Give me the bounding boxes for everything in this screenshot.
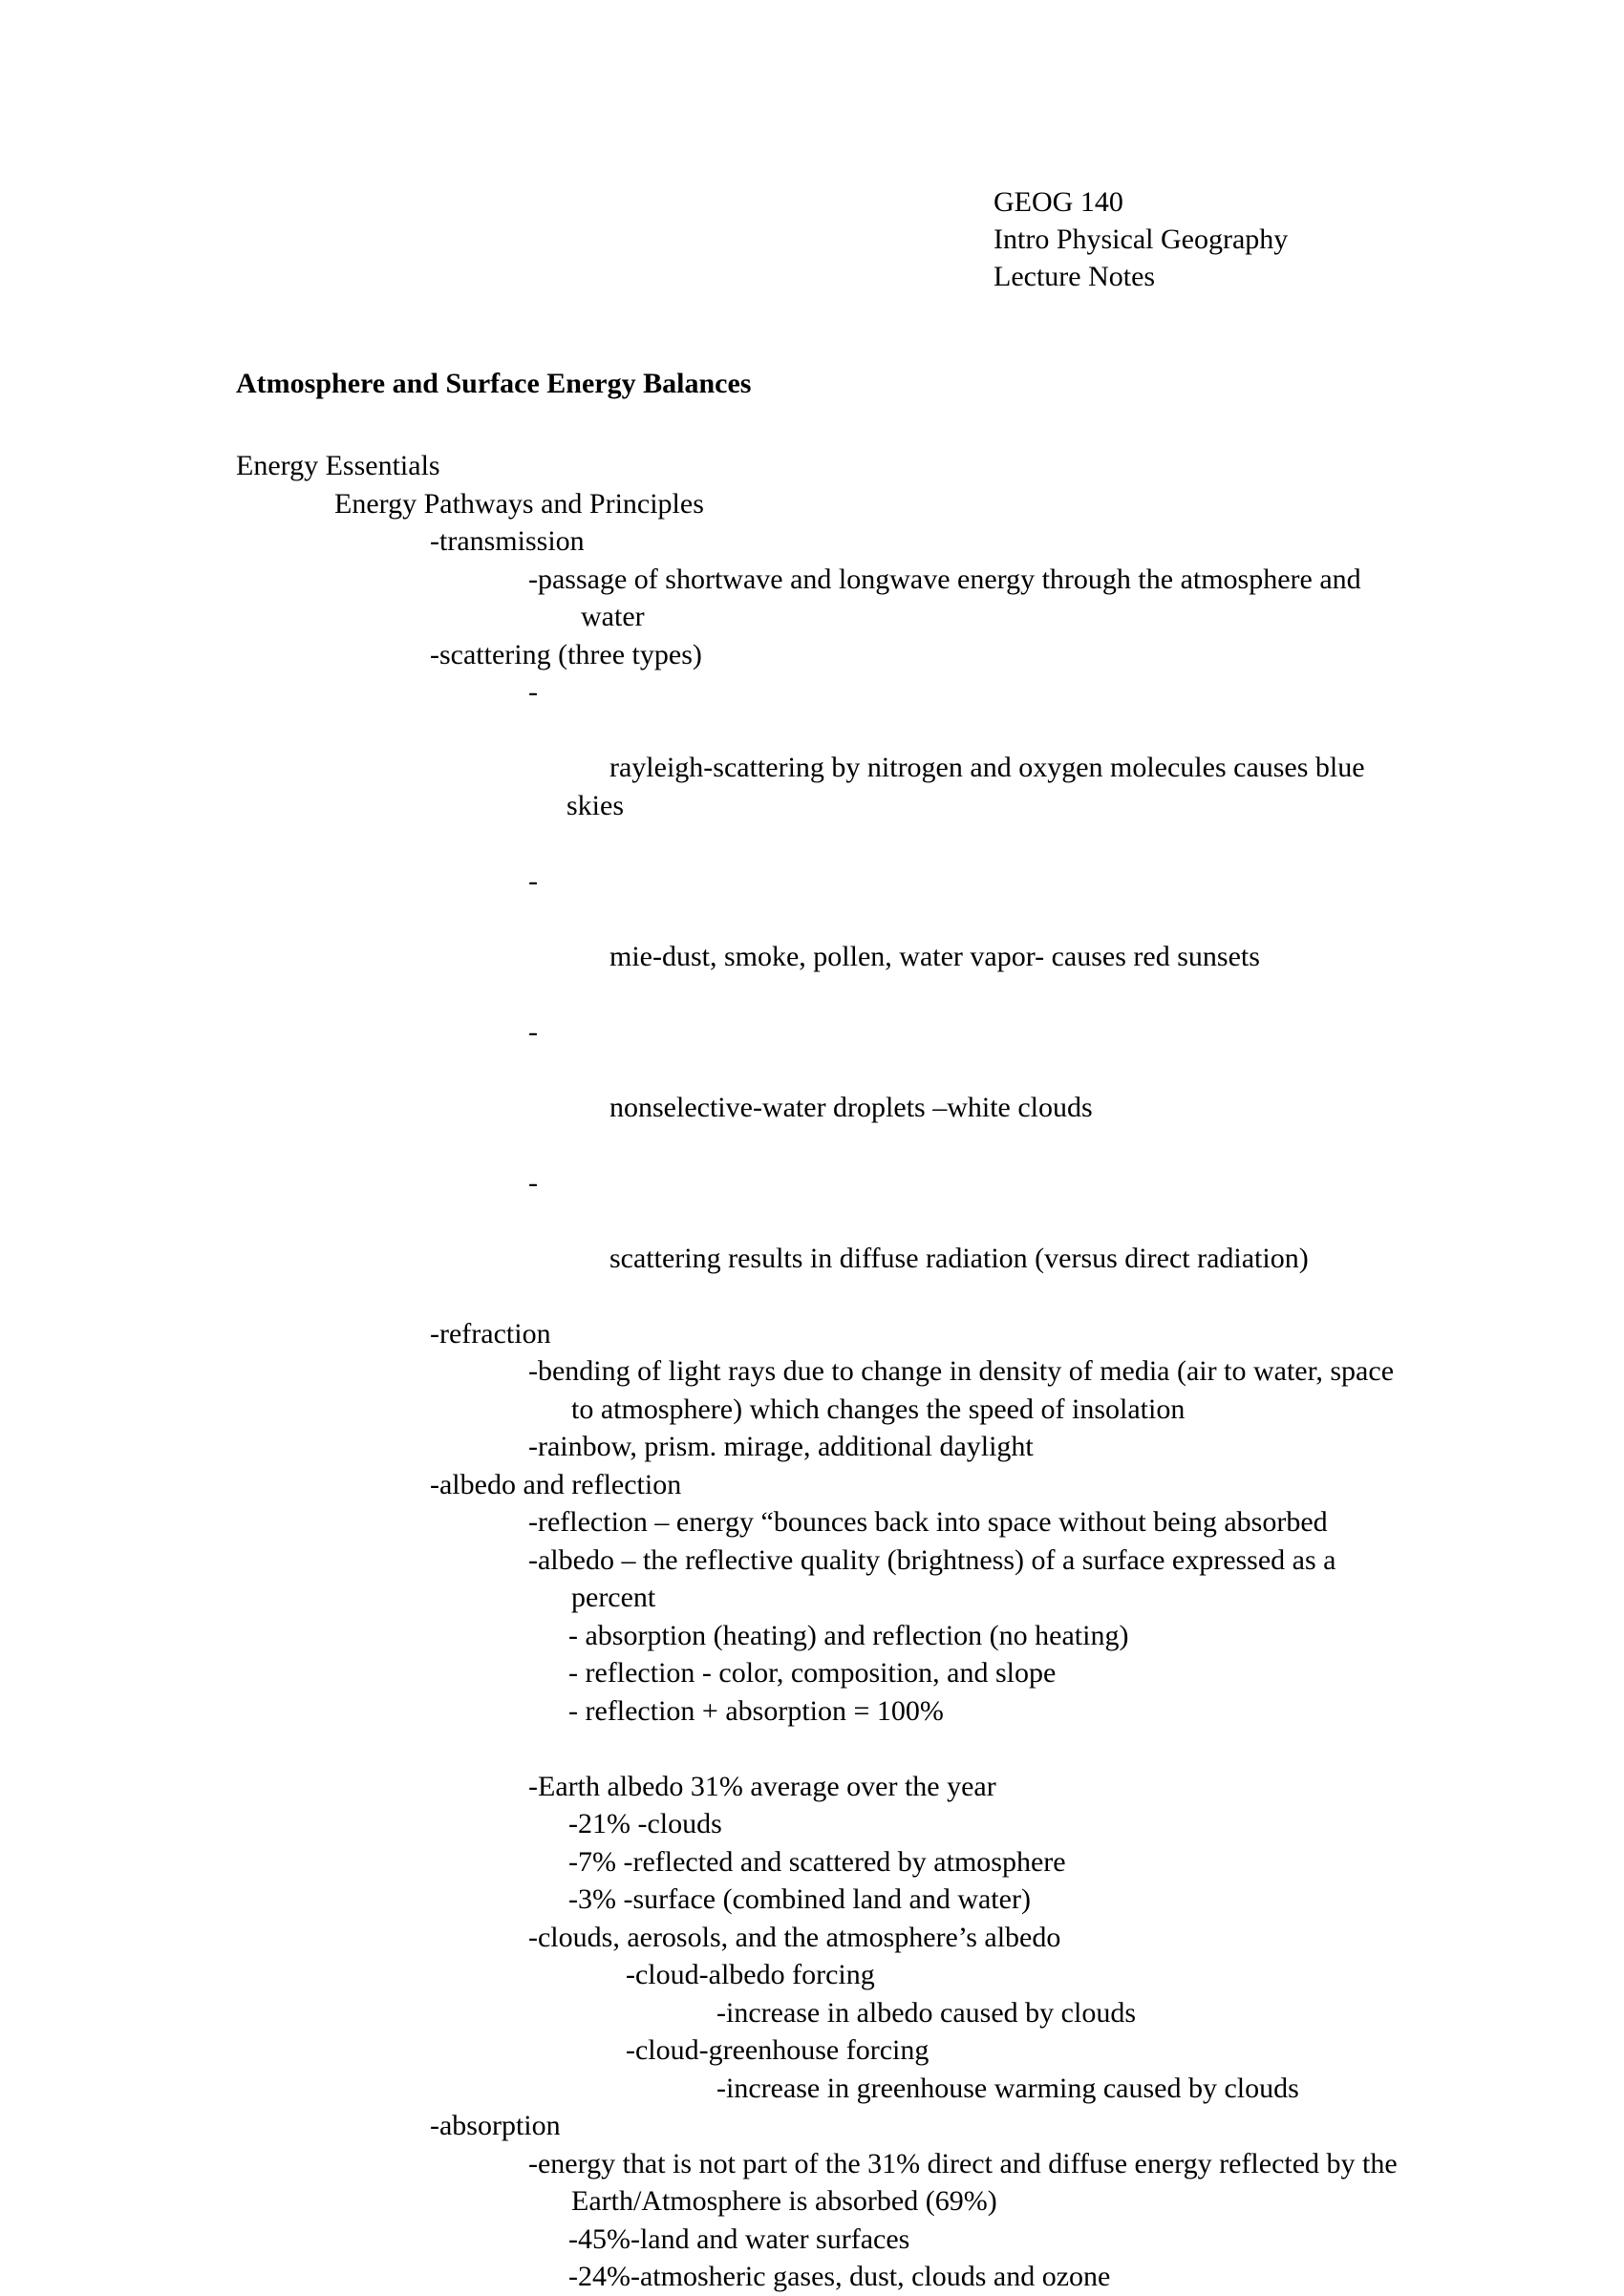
lecture-outline [0, 447, 1624, 2296]
list-item-label: nonselective-water droplets –white clouds [609, 1091, 1093, 1123]
dash-bullet-icon: - [528, 864, 538, 897]
outline-detail-reflection-definition: -reflection – energy “bounces back into space without being absorbed [528, 1506, 1328, 1538]
list-item [528, 673, 1417, 862]
outline-subpoint-albedo-atmosphere: -7% -reflected and scattered by atmosphere [568, 1845, 1066, 1878]
outline-item-clouds-aerosols-albedo: -clouds, aerosols, and the atmosphere’s albedo [528, 1921, 1061, 1953]
list-item [528, 862, 1417, 1013]
outline-detail-cloud-greenhouse-forcing: -increase in greenhouse warming caused by clouds [716, 2072, 1299, 2104]
outline-item-cloud-albedo-forcing: -cloud-albedo forcing [626, 1959, 875, 1990]
list-item [528, 1164, 1417, 1315]
course-name: Intro Physical Geography [994, 223, 1289, 255]
course-header [994, 183, 1288, 295]
outline-item-cloud-greenhouse-forcing: -cloud-greenhouse forcing [626, 2034, 930, 2066]
outline-item-absorption: -absorption [430, 2110, 561, 2141]
outline-item-scattering: -scattering (three types) [430, 638, 702, 670]
outline-detail-transmission: -passage of shortwave and longwave energy through the atmosphere and water [528, 563, 1369, 632]
outline-detail-refraction: -bending of light rays due to change in density of media (air to water, space to atmosphere) which changes the speed of insolation [528, 1355, 1401, 1425]
outline-heading-energy-essentials: Energy Essentials [236, 450, 440, 481]
outline-detail-albedo-definition: -albedo – the reflective quality (brightness) of a surface expressed as a percent [528, 1543, 1343, 1613]
outline-subpoint-reflection-factors: - reflection - color, composition, and slope [568, 1657, 1057, 1689]
list-item [528, 1013, 1417, 1164]
outline-subpoint-albedo-clouds: -21% -clouds [568, 1808, 722, 1839]
outline-heading-energy-pathways: Energy Pathways and Principles [334, 487, 704, 520]
course-code: GEOG 140 [994, 186, 1123, 218]
outline-item-albedo-and-reflection: -albedo and reflection [430, 1468, 682, 1500]
list-item-label: rayleigh-scattering by nitrogen and oxygen molecules causes blue skies [566, 752, 1373, 821]
outline-detail-refraction-examples: -rainbow, prism. mirage, additional daylight [528, 1431, 1034, 1462]
list-item-label: mie-dust, smoke, pollen, water vapor- causes red sunsets [609, 940, 1260, 972]
outline-detail-absorption: -energy that is not part of the 31% direct and diffuse energy reflected by the Earth/Atmosphere is absorbed (69%) [528, 2147, 1405, 2217]
dash-bullet-icon: - [528, 1015, 538, 1048]
outline-item-refraction: -refraction [430, 1317, 551, 1350]
outline-subpoint-absorption-reflection: - absorption (heating) and reflection (no heating) [568, 1619, 1129, 1651]
outline-subpoint-albedo-surface: -3% -surface (combined land and water) [568, 1883, 1031, 1915]
dash-bullet-icon: - [528, 676, 538, 708]
outline-item-transmission: -transmission [430, 525, 585, 557]
outline-subpoint-reflection-absorption-sum: - reflection + absorption = 100% [568, 1694, 944, 1727]
outline-detail-cloud-albedo-forcing: -increase in albedo caused by clouds [716, 1996, 1136, 2029]
list-item-label: scattering results in diffuse radiation (versus direct radiation) [609, 1242, 1309, 1274]
spacer-line [0, 1730, 1624, 1768]
outline-item-earth-albedo: -Earth albedo 31% average over the year [528, 1770, 996, 1802]
outline-subpoint-absorption-gases: -24%-atmosheric gases, dust, clouds and ozone [568, 2261, 1111, 2292]
outline-subpoint-absorption-land-water: -45%-land and water surfaces [568, 2222, 910, 2255]
document-type: Lecture Notes [994, 261, 1156, 292]
dash-bullet-icon: - [528, 1166, 538, 1199]
page-title: Atmosphere and Surface Energy Balances [236, 368, 752, 399]
